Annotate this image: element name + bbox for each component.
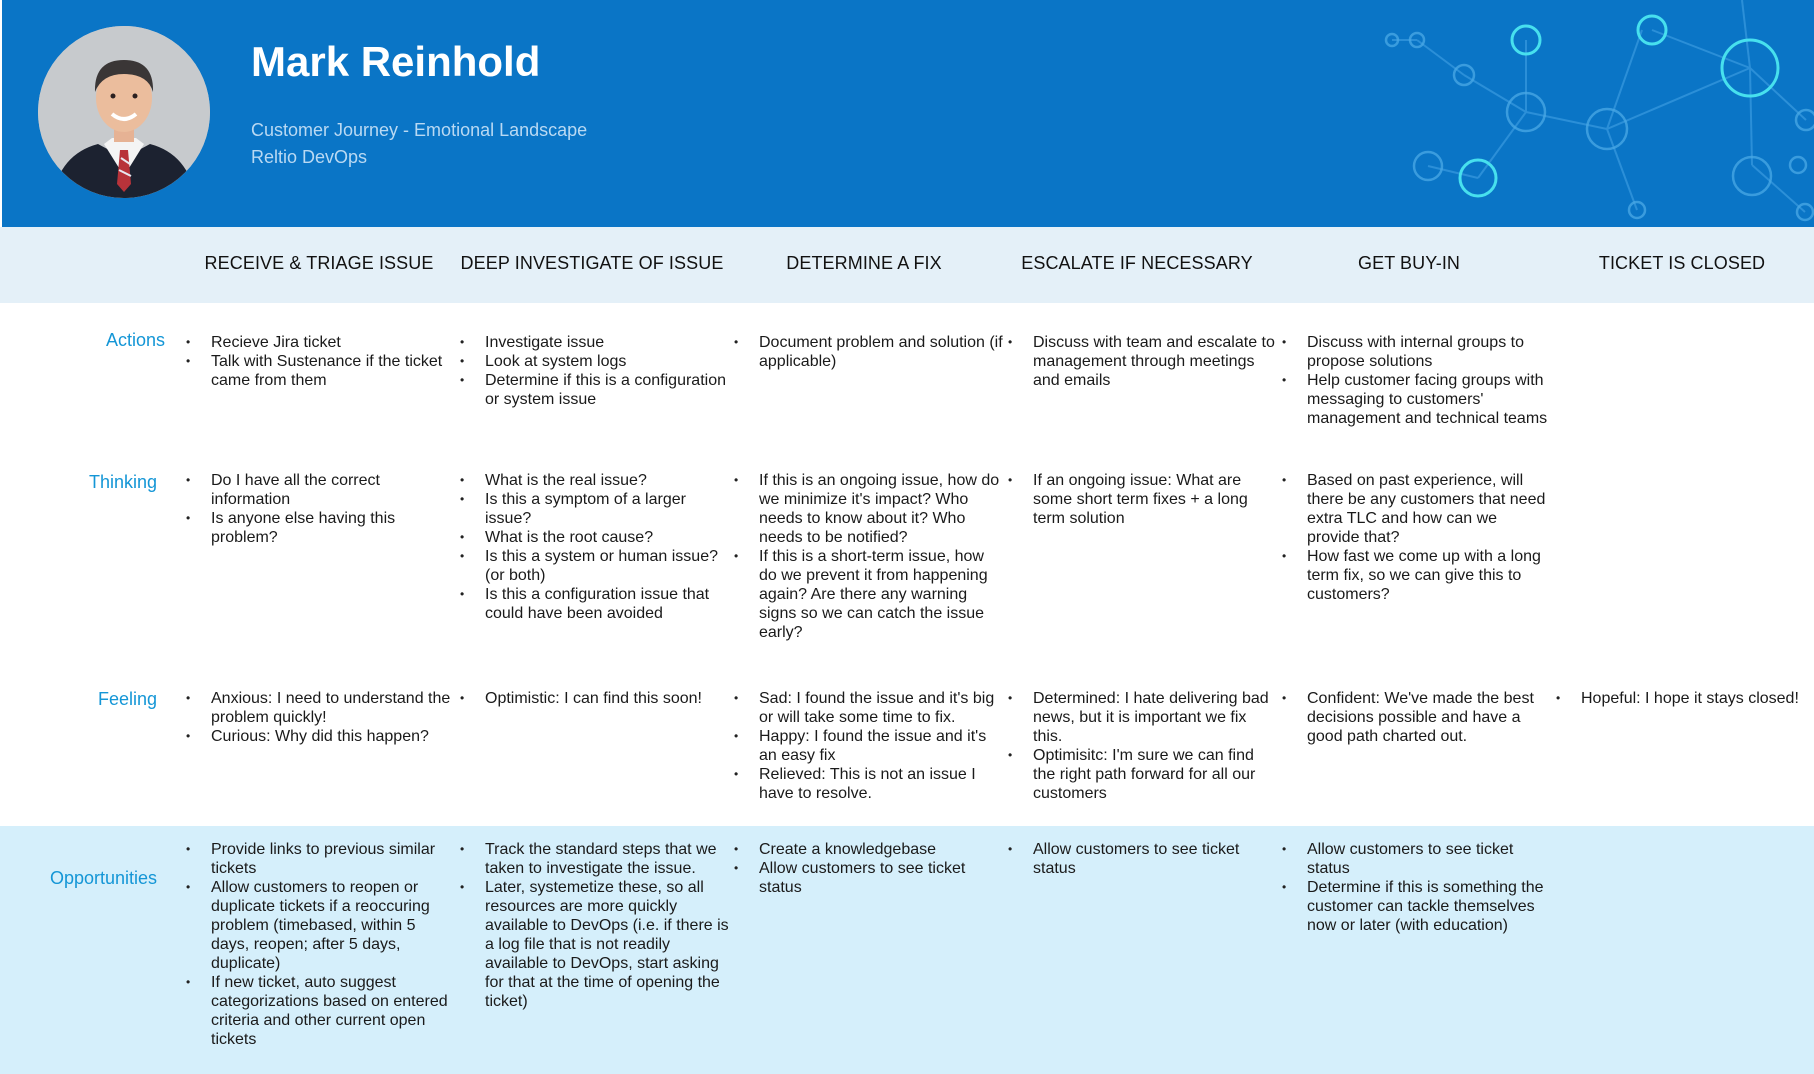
cell-thinking-stage-5	[1307, 471, 1553, 604]
list-item: • Investigate issue	[485, 333, 731, 352]
list-item: • Allow customers to see ticket status	[759, 859, 1005, 897]
cell-actions-stage-3	[759, 333, 1005, 371]
cell-actions-stage-1	[211, 333, 457, 390]
bullet-list	[211, 689, 457, 746]
bullet-list	[1307, 689, 1553, 746]
stage-determine-fix: DETERMINE A FIX	[786, 253, 942, 273]
list-item: • Provide links to previous similar tickets	[211, 840, 457, 878]
list-item: • Create a knowledgebase	[759, 840, 1005, 859]
bullet-list	[1581, 689, 1814, 708]
list-item: • How fast we come up with a long term fix, so we can give this to customers?	[1307, 547, 1553, 604]
list-item: • Determine if this is something the customer can tackle themselves now or later (with education)	[1307, 878, 1553, 935]
bullet-list	[759, 333, 1005, 371]
cell-opportunities-stage-1	[211, 840, 457, 1049]
bullet-list	[211, 333, 457, 390]
bullet-list	[485, 471, 731, 623]
cell-feeling-stage-3	[759, 689, 1005, 803]
stage-get-buy-in: GET BUY-IN	[1357, 253, 1461, 273]
profile-header	[2, 0, 1814, 227]
bullet-list	[485, 333, 731, 409]
list-item: • Recieve Jira ticket	[211, 333, 457, 352]
cell-thinking-stage-4	[1033, 471, 1279, 528]
list-item: • Is this a system or human issue? (or both)	[485, 547, 731, 585]
list-item: • Optimistic: I can find this soon!	[485, 689, 731, 708]
bullet-list	[1307, 840, 1553, 935]
list-item: • If this is a short-term issue, how do we prevent it from happening again? Are there any warning signs so we can catch the issue early?	[759, 547, 1005, 642]
cell-actions-stage-5	[1307, 333, 1553, 428]
cell-thinking-stage-1	[211, 471, 457, 547]
list-item: • If an ongoing issue: What are some short term fixes + a long term solution	[1033, 471, 1279, 528]
cell-thinking-stage-2	[485, 471, 731, 623]
row-label-actions: Actions	[105, 330, 165, 350]
list-item: • Is this a configuration issue that could have been avoided	[485, 585, 731, 623]
bullet-list	[759, 840, 1005, 897]
list-item: • Allow customers to reopen or duplicate tickets if a reoccuring problem (timebased, within 5 days, reopen; after 5 days, duplicate)	[211, 878, 457, 973]
list-item: • Confident: We've made the best decisions possible and have a good path charted out.	[1307, 689, 1553, 746]
bullet-list	[485, 689, 731, 708]
list-item: • Do I have all the correct information	[211, 471, 457, 509]
bullet-list	[211, 471, 457, 547]
person-photo-illustration	[38, 26, 210, 198]
cell-thinking-stage-3	[759, 471, 1005, 642]
cell-opportunities-stage-4	[1033, 840, 1279, 878]
stage-receive-triage: RECEIVE & TRIAGE ISSUE	[204, 253, 434, 273]
list-item: • Allow customers to see ticket status	[1307, 840, 1553, 878]
list-item: • Anxious: I need to understand the problem quickly!	[211, 689, 457, 727]
list-item: • Document problem and solution (if applicable)	[759, 333, 1005, 371]
list-item: • Allow customers to see ticket status	[1033, 840, 1279, 878]
list-item: • What is the real issue?	[485, 471, 731, 490]
stage-escalate: ESCALATE IF NECESSARY	[1021, 253, 1253, 273]
bullet-list	[1033, 689, 1279, 803]
list-item: • If new ticket, auto suggest categorizations based on entered criteria and other current open tickets	[211, 973, 457, 1049]
list-item: • Discuss with team and escalate to management through meetings and emails	[1033, 333, 1279, 390]
list-item: • Determine if this is a configuration or system issue	[485, 371, 731, 409]
bullet-list	[485, 840, 731, 1011]
list-item: • What is the root cause?	[485, 528, 731, 547]
list-item: • Sad: I found the issue and it's big or will take some time to fix.	[759, 689, 1005, 727]
cell-feeling-stage-1	[211, 689, 457, 746]
bullet-list	[1033, 333, 1279, 390]
list-item: • Help customer facing groups with messaging to customers' management and technical teams	[1307, 371, 1553, 428]
cell-opportunities-stage-3	[759, 840, 1005, 897]
cell-feeling-stage-2	[485, 689, 731, 708]
avatar	[38, 26, 210, 198]
list-item: • Is anyone else having this problem?	[211, 509, 457, 547]
list-item: • Based on past experience, will there be any customers that need extra TLC and how can we provide that?	[1307, 471, 1553, 547]
row-label-opportunities: Opportunities	[49, 868, 157, 888]
persona-name: Mark Reinhold	[251, 38, 541, 85]
bullet-list	[759, 471, 1005, 642]
cell-feeling-stage-5	[1307, 689, 1553, 746]
bullet-list	[1307, 471, 1553, 604]
bullet-list	[1033, 840, 1279, 878]
bullet-list	[1307, 333, 1553, 428]
list-item: • Relieved: This is not an issue I have to resolve.	[759, 765, 1005, 803]
bullet-list	[759, 689, 1005, 803]
cell-feeling-stage-6	[1581, 689, 1814, 708]
list-item: • If this is an ongoing issue, how do we minimize it's impact? Who needs to know about it? Who needs to be notified?	[759, 471, 1005, 547]
cell-feeling-stage-4	[1033, 689, 1279, 803]
team-subtitle: Reltio DevOps	[251, 147, 368, 167]
list-item: • Determined: I hate delivering bad news, but it is important we fix this.	[1033, 689, 1279, 746]
cell-opportunities-stage-2	[485, 840, 731, 1011]
list-item: • Is this a symptom of a larger issue?	[485, 490, 731, 528]
row-label-thinking: Thinking	[88, 472, 157, 492]
list-item: • Hopeful: I hope it stays closed!	[1581, 689, 1814, 708]
list-item: • Curious: Why did this happen?	[211, 727, 457, 746]
list-item: • Happy: I found the issue and it's an easy fix	[759, 727, 1005, 765]
list-item: • Track the standard steps that we taken to investigate the issue.	[485, 840, 731, 878]
stage-deep-investigate: DEEP INVESTIGATE OF ISSUE	[460, 253, 724, 273]
cell-opportunities-stage-5	[1307, 840, 1553, 935]
network-decoration	[1372, 0, 1814, 227]
bullet-list	[1033, 471, 1279, 528]
list-item: • Discuss with internal groups to propose solutions	[1307, 333, 1553, 371]
bullet-list	[211, 840, 457, 1049]
cell-actions-stage-4	[1033, 333, 1279, 390]
cell-actions-stage-2	[485, 333, 731, 409]
row-label-feeling: Feeling	[97, 689, 157, 709]
list-item: • Talk with Sustenance if the ticket came from them	[211, 352, 457, 390]
list-item: • Look at system logs	[485, 352, 731, 371]
stage-ticket-closed: TICKET IS CLOSED	[1598, 253, 1766, 273]
journey-subtitle: Customer Journey - Emotional Landscape	[251, 120, 588, 140]
list-item: • Optimisitc: I'm sure we can find the right path forward for all our customers	[1033, 746, 1279, 803]
list-item: • Later, systemetize these, so all resources are more quickly available to DevOps (i.e. if there is a log file that is not readily available to DevOps, start asking for that at the time of opening the ticket)	[485, 878, 731, 1011]
